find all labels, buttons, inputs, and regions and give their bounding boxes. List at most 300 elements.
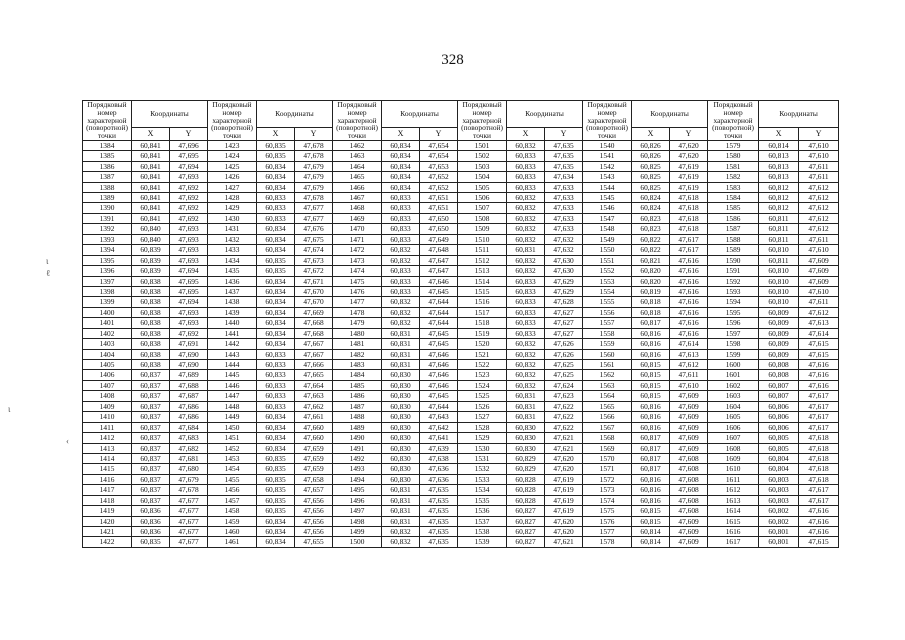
x-coordinate-cell: 60,830 xyxy=(382,391,420,401)
y-coordinate-cell: 47,608 xyxy=(670,495,708,505)
x-coordinate-cell: 60,803 xyxy=(759,485,799,495)
point-number-cell: 1616 xyxy=(708,527,759,537)
y-coordinate-cell: 47,608 xyxy=(670,453,708,463)
point-number-cell: 1575 xyxy=(583,506,632,516)
x-coordinate-cell: 60,813 xyxy=(759,151,799,161)
y-coordinate-cell: 47,609 xyxy=(670,422,708,432)
table-row xyxy=(83,286,839,296)
point-number-cell: 1582 xyxy=(708,172,759,182)
point-number-cell: 1420 xyxy=(83,516,132,526)
y-coordinate-cell: 47,679 xyxy=(295,182,333,192)
point-number-cell: 1492 xyxy=(333,453,382,463)
point-number-cell: 1491 xyxy=(333,443,382,453)
y-coordinate-cell: 47,620 xyxy=(545,464,583,474)
y-coordinate-cell: 47,611 xyxy=(670,370,708,380)
point-number-cell: 1587 xyxy=(708,224,759,234)
y-coordinate-cell: 47,656 xyxy=(295,495,333,505)
y-coordinate-cell: 47,613 xyxy=(670,349,708,359)
x-coordinate-cell: 60,830 xyxy=(382,453,420,463)
x-coordinate-cell: 60,833 xyxy=(257,213,295,223)
x-coordinate-cell: 60,837 xyxy=(132,422,170,432)
x-coordinate-cell: 60,811 xyxy=(759,255,799,265)
point-number-cell: 1617 xyxy=(708,537,759,547)
y-coordinate-cell: 47,617 xyxy=(799,401,839,411)
header-x: X xyxy=(507,127,545,140)
x-coordinate-cell: 60,832 xyxy=(507,370,545,380)
y-coordinate-cell: 47,686 xyxy=(170,412,208,422)
point-number-cell: 1422 xyxy=(83,537,132,547)
x-coordinate-cell: 60,833 xyxy=(507,151,545,161)
point-number-cell: 1399 xyxy=(83,297,132,307)
x-coordinate-cell: 60,831 xyxy=(382,360,420,370)
y-coordinate-cell: 47,659 xyxy=(295,464,333,474)
table-row xyxy=(83,318,839,328)
x-coordinate-cell: 60,811 xyxy=(759,213,799,223)
point-number-cell: 1576 xyxy=(583,516,632,526)
point-number-cell: 1409 xyxy=(83,401,132,411)
point-number-cell: 1593 xyxy=(708,286,759,296)
point-number-cell: 1571 xyxy=(583,464,632,474)
point-number-cell: 1442 xyxy=(208,339,257,349)
point-number-cell: 1440 xyxy=(208,318,257,328)
point-number-cell: 1598 xyxy=(708,339,759,349)
y-coordinate-cell: 47,652 xyxy=(420,172,458,182)
point-number-cell: 1392 xyxy=(83,224,132,234)
x-coordinate-cell: 60,816 xyxy=(632,412,670,422)
point-number-cell: 1591 xyxy=(708,266,759,276)
point-number-cell: 1604 xyxy=(708,401,759,411)
x-coordinate-cell: 60,802 xyxy=(759,516,799,526)
y-coordinate-cell: 47,677 xyxy=(170,537,208,547)
x-coordinate-cell: 60,817 xyxy=(632,464,670,474)
x-coordinate-cell: 60,803 xyxy=(759,474,799,484)
table-row xyxy=(83,213,839,223)
point-number-cell: 1532 xyxy=(458,464,507,474)
point-number-cell: 1502 xyxy=(458,151,507,161)
y-coordinate-cell: 47,645 xyxy=(420,328,458,338)
table-row xyxy=(83,349,839,359)
point-number-cell: 1547 xyxy=(583,213,632,223)
x-coordinate-cell: 60,834 xyxy=(257,339,295,349)
x-coordinate-cell: 60,834 xyxy=(257,297,295,307)
point-number-cell: 1405 xyxy=(83,360,132,370)
point-number-cell: 1556 xyxy=(583,307,632,317)
x-coordinate-cell: 60,837 xyxy=(132,391,170,401)
point-number-cell: 1411 xyxy=(83,422,132,432)
x-coordinate-cell: 60,833 xyxy=(257,193,295,203)
y-coordinate-cell: 47,609 xyxy=(670,391,708,401)
x-coordinate-cell: 60,832 xyxy=(507,234,545,244)
y-coordinate-cell: 47,659 xyxy=(295,453,333,463)
point-number-cell: 1452 xyxy=(208,443,257,453)
x-coordinate-cell: 60,836 xyxy=(132,527,170,537)
y-coordinate-cell: 47,679 xyxy=(295,161,333,171)
x-coordinate-cell: 60,833 xyxy=(257,370,295,380)
y-coordinate-cell: 47,693 xyxy=(170,172,208,182)
y-coordinate-cell: 47,635 xyxy=(545,151,583,161)
point-number-cell: 1468 xyxy=(333,203,382,213)
x-coordinate-cell: 60,829 xyxy=(507,453,545,463)
x-coordinate-cell: 60,838 xyxy=(132,276,170,286)
x-coordinate-cell: 60,832 xyxy=(507,193,545,203)
header-coordinates: Координаты xyxy=(759,101,839,128)
y-coordinate-cell: 47,693 xyxy=(170,234,208,244)
point-number-cell: 1495 xyxy=(333,485,382,495)
y-coordinate-cell: 47,688 xyxy=(170,380,208,390)
x-coordinate-cell: 60,831 xyxy=(382,339,420,349)
x-coordinate-cell: 60,830 xyxy=(382,464,420,474)
x-coordinate-cell: 60,835 xyxy=(257,151,295,161)
y-coordinate-cell: 47,621 xyxy=(545,433,583,443)
point-number-cell: 1549 xyxy=(583,234,632,244)
point-number-cell: 1613 xyxy=(708,495,759,505)
point-number-cell: 1541 xyxy=(583,151,632,161)
x-coordinate-cell: 60,833 xyxy=(382,234,420,244)
x-coordinate-cell: 60,833 xyxy=(257,203,295,213)
x-coordinate-cell: 60,834 xyxy=(257,286,295,296)
point-number-cell: 1579 xyxy=(708,140,759,150)
y-coordinate-cell: 47,630 xyxy=(545,266,583,276)
x-coordinate-cell: 60,812 xyxy=(759,193,799,203)
point-number-cell: 1391 xyxy=(83,213,132,223)
y-coordinate-cell: 47,616 xyxy=(670,307,708,317)
point-number-cell: 1524 xyxy=(458,380,507,390)
y-coordinate-cell: 47,647 xyxy=(420,255,458,265)
point-number-cell: 1470 xyxy=(333,224,382,234)
y-coordinate-cell: 47,609 xyxy=(670,516,708,526)
x-coordinate-cell: 60,835 xyxy=(257,140,295,150)
x-coordinate-cell: 60,830 xyxy=(382,401,420,411)
x-coordinate-cell: 60,838 xyxy=(132,307,170,317)
x-coordinate-cell: 60,834 xyxy=(257,182,295,192)
y-coordinate-cell: 47,660 xyxy=(295,422,333,432)
x-coordinate-cell: 60,806 xyxy=(759,422,799,432)
x-coordinate-cell: 60,833 xyxy=(507,172,545,182)
point-number-cell: 1567 xyxy=(583,422,632,432)
x-coordinate-cell: 60,833 xyxy=(382,193,420,203)
point-number-cell: 1482 xyxy=(333,349,382,359)
y-coordinate-cell: 47,692 xyxy=(170,213,208,223)
point-number-cell: 1602 xyxy=(708,380,759,390)
y-coordinate-cell: 47,617 xyxy=(799,391,839,401)
x-coordinate-cell: 60,832 xyxy=(507,380,545,390)
x-coordinate-cell: 60,833 xyxy=(507,328,545,338)
x-coordinate-cell: 60,828 xyxy=(507,495,545,505)
point-number-cell: 1496 xyxy=(333,495,382,505)
y-coordinate-cell: 47,666 xyxy=(295,360,333,370)
header-x: X xyxy=(132,127,170,140)
point-number-cell: 1443 xyxy=(208,349,257,359)
y-coordinate-cell: 47,632 xyxy=(545,234,583,244)
x-coordinate-cell: 60,823 xyxy=(632,224,670,234)
point-number-cell: 1560 xyxy=(583,349,632,359)
table-row xyxy=(83,401,839,411)
x-coordinate-cell: 60,825 xyxy=(632,182,670,192)
x-coordinate-cell: 60,837 xyxy=(132,412,170,422)
x-coordinate-cell: 60,832 xyxy=(382,297,420,307)
point-number-cell: 1460 xyxy=(208,527,257,537)
point-number-cell: 1510 xyxy=(458,234,507,244)
y-coordinate-cell: 47,690 xyxy=(170,349,208,359)
header-y: Y xyxy=(295,127,333,140)
point-number-cell: 1527 xyxy=(458,412,507,422)
y-coordinate-cell: 47,687 xyxy=(170,391,208,401)
y-coordinate-cell: 47,611 xyxy=(799,297,839,307)
y-coordinate-cell: 47,611 xyxy=(799,234,839,244)
point-number-cell: 1417 xyxy=(83,485,132,495)
y-coordinate-cell: 47,692 xyxy=(170,182,208,192)
y-coordinate-cell: 47,670 xyxy=(295,297,333,307)
x-coordinate-cell: 60,834 xyxy=(257,516,295,526)
point-number-cell: 1584 xyxy=(708,193,759,203)
point-number-cell: 1520 xyxy=(458,339,507,349)
point-number-cell: 1581 xyxy=(708,161,759,171)
x-coordinate-cell: 60,838 xyxy=(132,349,170,359)
x-coordinate-cell: 60,809 xyxy=(759,328,799,338)
y-coordinate-cell: 47,680 xyxy=(170,464,208,474)
y-coordinate-cell: 47,612 xyxy=(799,224,839,234)
x-coordinate-cell: 60,840 xyxy=(132,224,170,234)
x-coordinate-cell: 60,810 xyxy=(759,245,799,255)
x-coordinate-cell: 60,837 xyxy=(132,401,170,411)
point-number-cell: 1401 xyxy=(83,318,132,328)
header-point-number: Порядковый номер характерной (поворотной) точки xyxy=(583,101,632,141)
y-coordinate-cell: 47,609 xyxy=(799,255,839,265)
point-number-cell: 1607 xyxy=(708,433,759,443)
x-coordinate-cell: 60,825 xyxy=(632,172,670,182)
x-coordinate-cell: 60,809 xyxy=(759,339,799,349)
x-coordinate-cell: 60,833 xyxy=(257,391,295,401)
point-number-cell: 1608 xyxy=(708,443,759,453)
y-coordinate-cell: 47,667 xyxy=(295,349,333,359)
point-number-cell: 1543 xyxy=(583,172,632,182)
point-number-cell: 1425 xyxy=(208,161,257,171)
x-coordinate-cell: 60,841 xyxy=(132,213,170,223)
y-coordinate-cell: 47,633 xyxy=(545,203,583,213)
y-coordinate-cell: 47,615 xyxy=(799,349,839,359)
point-number-cell: 1387 xyxy=(83,172,132,182)
y-coordinate-cell: 47,628 xyxy=(545,297,583,307)
x-coordinate-cell: 60,822 xyxy=(632,234,670,244)
x-coordinate-cell: 60,837 xyxy=(132,485,170,495)
point-number-cell: 1404 xyxy=(83,349,132,359)
x-coordinate-cell: 60,816 xyxy=(632,474,670,484)
point-number-cell: 1441 xyxy=(208,328,257,338)
x-coordinate-cell: 60,834 xyxy=(382,182,420,192)
x-coordinate-cell: 60,832 xyxy=(382,318,420,328)
point-number-cell: 1519 xyxy=(458,328,507,338)
y-coordinate-cell: 47,627 xyxy=(545,328,583,338)
point-number-cell: 1516 xyxy=(458,297,507,307)
point-number-cell: 1514 xyxy=(458,276,507,286)
x-coordinate-cell: 60,837 xyxy=(132,495,170,505)
y-coordinate-cell: 47,677 xyxy=(295,213,333,223)
x-coordinate-cell: 60,824 xyxy=(632,203,670,213)
point-number-cell: 1451 xyxy=(208,433,257,443)
x-coordinate-cell: 60,839 xyxy=(132,255,170,265)
point-number-cell: 1390 xyxy=(83,203,132,213)
point-number-cell: 1444 xyxy=(208,360,257,370)
point-number-cell: 1483 xyxy=(333,360,382,370)
header-y: Y xyxy=(545,127,583,140)
x-coordinate-cell: 60,801 xyxy=(759,527,799,537)
x-coordinate-cell: 60,830 xyxy=(382,474,420,484)
x-coordinate-cell: 60,833 xyxy=(257,349,295,359)
x-coordinate-cell: 60,815 xyxy=(632,506,670,516)
table-row xyxy=(83,380,839,390)
point-number-cell: 1595 xyxy=(708,307,759,317)
y-coordinate-cell: 47,692 xyxy=(170,193,208,203)
header-y: Y xyxy=(670,127,708,140)
header-coordinates: Координаты xyxy=(257,101,333,128)
y-coordinate-cell: 47,616 xyxy=(670,276,708,286)
point-number-cell: 1498 xyxy=(333,516,382,526)
x-coordinate-cell: 60,815 xyxy=(632,370,670,380)
point-number-cell: 1509 xyxy=(458,224,507,234)
y-coordinate-cell: 47,664 xyxy=(295,380,333,390)
x-coordinate-cell: 60,837 xyxy=(132,433,170,443)
y-coordinate-cell: 47,618 xyxy=(670,203,708,213)
y-coordinate-cell: 47,622 xyxy=(545,412,583,422)
y-coordinate-cell: 47,623 xyxy=(545,391,583,401)
table-row xyxy=(83,495,839,505)
point-number-cell: 1590 xyxy=(708,255,759,265)
y-coordinate-cell: 47,677 xyxy=(170,516,208,526)
y-coordinate-cell: 47,609 xyxy=(670,537,708,547)
point-number-cell: 1449 xyxy=(208,412,257,422)
point-number-cell: 1503 xyxy=(458,161,507,171)
x-coordinate-cell: 60,832 xyxy=(382,245,420,255)
y-coordinate-cell: 47,633 xyxy=(545,224,583,234)
y-coordinate-cell: 47,648 xyxy=(420,245,458,255)
y-coordinate-cell: 47,619 xyxy=(545,506,583,516)
x-coordinate-cell: 60,838 xyxy=(132,360,170,370)
scan-mark: ‹ xyxy=(66,436,69,446)
point-number-cell: 1474 xyxy=(333,266,382,276)
x-coordinate-cell: 60,834 xyxy=(257,328,295,338)
y-coordinate-cell: 47,611 xyxy=(799,161,839,171)
y-coordinate-cell: 47,608 xyxy=(670,506,708,516)
x-coordinate-cell: 60,833 xyxy=(257,380,295,390)
table-row xyxy=(83,255,839,265)
y-coordinate-cell: 47,617 xyxy=(799,422,839,432)
point-number-cell: 1517 xyxy=(458,307,507,317)
point-number-cell: 1499 xyxy=(333,527,382,537)
x-coordinate-cell: 60,809 xyxy=(759,318,799,328)
y-coordinate-cell: 47,644 xyxy=(420,401,458,411)
point-number-cell: 1521 xyxy=(458,349,507,359)
x-coordinate-cell: 60,831 xyxy=(382,485,420,495)
x-coordinate-cell: 60,817 xyxy=(632,433,670,443)
y-coordinate-cell: 47,686 xyxy=(170,401,208,411)
y-coordinate-cell: 47,690 xyxy=(170,360,208,370)
coordinates-table-container xyxy=(82,100,836,548)
point-number-cell: 1534 xyxy=(458,485,507,495)
table-row xyxy=(83,527,839,537)
y-coordinate-cell: 47,677 xyxy=(170,495,208,505)
point-number-cell: 1408 xyxy=(83,391,132,401)
point-number-cell: 1384 xyxy=(83,140,132,150)
x-coordinate-cell: 60,834 xyxy=(257,433,295,443)
x-coordinate-cell: 60,801 xyxy=(759,537,799,547)
y-coordinate-cell: 47,615 xyxy=(799,339,839,349)
y-coordinate-cell: 47,612 xyxy=(799,182,839,192)
point-number-cell: 1448 xyxy=(208,401,257,411)
y-coordinate-cell: 47,617 xyxy=(799,412,839,422)
point-number-cell: 1435 xyxy=(208,266,257,276)
point-number-cell: 1465 xyxy=(333,172,382,182)
x-coordinate-cell: 60,831 xyxy=(507,412,545,422)
y-coordinate-cell: 47,646 xyxy=(420,380,458,390)
point-number-cell: 1446 xyxy=(208,380,257,390)
y-coordinate-cell: 47,694 xyxy=(170,161,208,171)
point-number-cell: 1475 xyxy=(333,276,382,286)
y-coordinate-cell: 47,609 xyxy=(670,443,708,453)
table-row xyxy=(83,172,839,182)
y-coordinate-cell: 47,621 xyxy=(545,537,583,547)
y-coordinate-cell: 47,668 xyxy=(295,318,333,328)
table-row xyxy=(83,422,839,432)
x-coordinate-cell: 60,833 xyxy=(382,266,420,276)
x-coordinate-cell: 60,834 xyxy=(257,161,295,171)
x-coordinate-cell: 60,841 xyxy=(132,161,170,171)
x-coordinate-cell: 60,830 xyxy=(507,422,545,432)
x-coordinate-cell: 60,831 xyxy=(507,401,545,411)
y-coordinate-cell: 47,678 xyxy=(170,485,208,495)
x-coordinate-cell: 60,835 xyxy=(257,266,295,276)
point-number-cell: 1551 xyxy=(583,255,632,265)
point-number-cell: 1563 xyxy=(583,380,632,390)
x-coordinate-cell: 60,833 xyxy=(382,213,420,223)
header-coordinates: Координаты xyxy=(632,101,708,128)
point-number-cell: 1429 xyxy=(208,203,257,213)
y-coordinate-cell: 47,617 xyxy=(670,245,708,255)
x-coordinate-cell: 60,813 xyxy=(759,161,799,171)
y-coordinate-cell: 47,651 xyxy=(420,203,458,213)
y-coordinate-cell: 47,616 xyxy=(799,380,839,390)
x-coordinate-cell: 60,827 xyxy=(507,506,545,516)
point-number-cell: 1583 xyxy=(708,182,759,192)
point-number-cell: 1585 xyxy=(708,203,759,213)
x-coordinate-cell: 60,833 xyxy=(507,276,545,286)
point-number-cell: 1570 xyxy=(583,453,632,463)
y-coordinate-cell: 47,654 xyxy=(420,140,458,150)
y-coordinate-cell: 47,618 xyxy=(799,474,839,484)
y-coordinate-cell: 47,616 xyxy=(670,318,708,328)
point-number-cell: 1513 xyxy=(458,266,507,276)
x-coordinate-cell: 60,841 xyxy=(132,151,170,161)
y-coordinate-cell: 47,609 xyxy=(670,412,708,422)
y-coordinate-cell: 47,618 xyxy=(799,433,839,443)
y-coordinate-cell: 47,616 xyxy=(670,266,708,276)
x-coordinate-cell: 60,834 xyxy=(257,276,295,286)
y-coordinate-cell: 47,616 xyxy=(799,516,839,526)
point-number-cell: 1490 xyxy=(333,433,382,443)
x-coordinate-cell: 60,839 xyxy=(132,266,170,276)
x-coordinate-cell: 60,830 xyxy=(382,412,420,422)
x-coordinate-cell: 60,831 xyxy=(382,506,420,516)
y-coordinate-cell: 47,619 xyxy=(545,495,583,505)
point-number-cell: 1403 xyxy=(83,339,132,349)
point-number-cell: 1528 xyxy=(458,422,507,432)
table-row xyxy=(83,516,839,526)
x-coordinate-cell: 60,804 xyxy=(759,464,799,474)
y-coordinate-cell: 47,669 xyxy=(295,307,333,317)
y-coordinate-cell: 47,626 xyxy=(545,349,583,359)
point-number-cell: 1407 xyxy=(83,380,132,390)
point-number-cell: 1433 xyxy=(208,245,257,255)
x-coordinate-cell: 60,813 xyxy=(759,172,799,182)
